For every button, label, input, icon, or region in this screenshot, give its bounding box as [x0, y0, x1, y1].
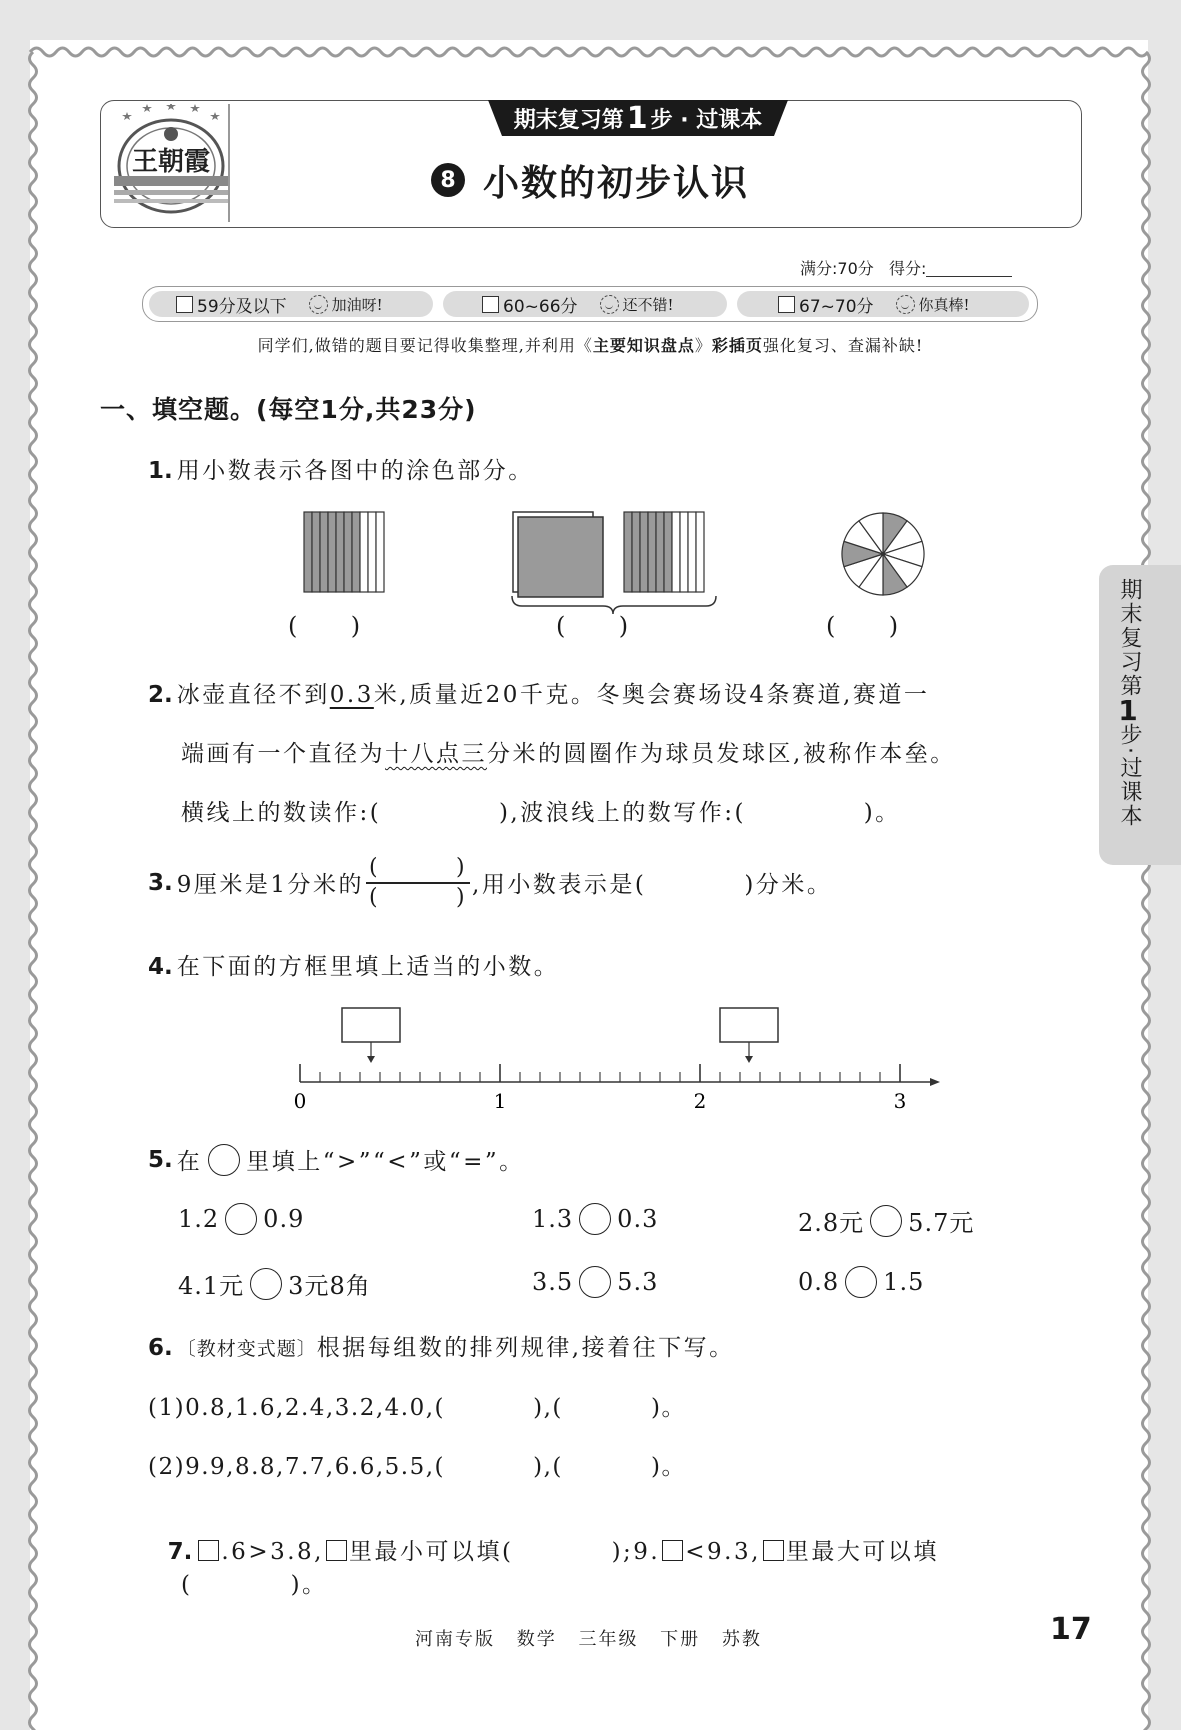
- compare-item-4: 4.1元 3元8角: [178, 1266, 371, 1301]
- score-line: 满分:70分 得分:: [800, 256, 1012, 279]
- rating-item-3: 67~70分 你真棒!: [778, 291, 970, 317]
- compare-item-3: 2.8元 5.7元: [798, 1203, 974, 1238]
- section-title: 一、填空题。(每空1分,共23分): [100, 395, 477, 424]
- square-blank[interactable]: [198, 1540, 219, 1561]
- compare-circle[interactable]: [579, 1203, 611, 1235]
- page-number: 17: [1050, 1612, 1092, 1647]
- circle-symbol: [208, 1144, 240, 1176]
- side-tab-label: 期末复习第1步·过课本: [1117, 578, 1142, 828]
- tick-label-2: 2: [693, 1089, 707, 1113]
- footer-text: 河南专版 数学 三年级 下册 苏教: [415, 1629, 762, 1650]
- page-title: 小数的初步认识: [482, 162, 749, 204]
- checkbox[interactable]: [778, 296, 795, 313]
- svg-text:王朝霞: 王朝霞: [131, 147, 211, 177]
- axis-arrow: [930, 1078, 940, 1086]
- question-4: 4. 在下面的方框里填上适当的小数。: [148, 954, 560, 980]
- figure-striped-square-2: [624, 512, 704, 592]
- question-2-line-1: 2. 冰壶直径不到0.3米,质量近20千克。冬奥会赛场设4条赛道,赛道一: [148, 682, 930, 708]
- compare-item-2: 1.3 0.3: [532, 1205, 659, 1233]
- square-blank[interactable]: [662, 1540, 683, 1561]
- face-icon: [600, 295, 619, 314]
- rating-item-1: 59分及以下 加油呀!: [176, 291, 383, 317]
- question-7-line-1: 7. .6>3.8, 里最小可以填( );9. <9.3, 里最大可以填: [167, 1539, 939, 1565]
- compare-circle[interactable]: [870, 1205, 902, 1237]
- tip-text: 同学们,做错的题目要记得收集整理,并利用《主要知识盘点》彩插页强化复习、查漏补缺!: [257, 336, 924, 355]
- compare-item-6: 0.8 1.5: [798, 1268, 925, 1296]
- compare-circle[interactable]: [579, 1266, 611, 1298]
- tick-label-1: 1: [493, 1089, 507, 1113]
- compare-item-5: 3.5 5.3: [532, 1268, 659, 1296]
- answer-paren-2[interactable]: ( ): [556, 612, 629, 640]
- figure-full-square: [513, 512, 603, 597]
- tick-label-3: 3: [893, 1089, 907, 1113]
- compare-circle[interactable]: [845, 1266, 877, 1298]
- question-2-line-3: 横线上的数读作:( ),波浪线上的数写作:( )。: [181, 800, 901, 826]
- rating-item-2: 60~66分 还不错!: [482, 291, 674, 317]
- question-3: 3. 9厘米是1分米的 $\frac{( )}{( )}$ ,用小数表示是( )分米。: [148, 855, 833, 910]
- score-blank[interactable]: [926, 262, 1012, 277]
- square-symbol: [326, 1540, 347, 1561]
- figure-striped-square-1: [304, 512, 384, 592]
- face-icon: [309, 295, 328, 314]
- square-symbol: [763, 1540, 784, 1561]
- compare-circle[interactable]: [250, 1268, 282, 1300]
- answer-box-1[interactable]: [342, 1008, 400, 1042]
- question-6-sub-2: (2)9.9,8.8,7.7,6.6,5.5,( ),( )。: [148, 1454, 686, 1480]
- tick-label-0: 0: [293, 1089, 307, 1113]
- step-label: 期末复习第 1 步 · 过课本: [513, 100, 763, 136]
- face-icon: [896, 295, 915, 314]
- figure-pie-circle: [842, 513, 924, 595]
- question-6: 6. 〔教材变式题〕根据每组数的排列规律,接着往下写。: [148, 1335, 735, 1361]
- number-line-ticks: [300, 1064, 900, 1082]
- number-line: [290, 1000, 950, 1120]
- question-1: 1. 用小数表示各图中的涂色部分。: [148, 458, 534, 484]
- checkbox[interactable]: [176, 296, 193, 313]
- answer-paren-3[interactable]: ( ): [826, 612, 899, 640]
- fraction-blank[interactable]: $\frac{( )}{( )}$: [366, 854, 470, 912]
- question-tag: 〔教材变式题〕: [176, 1338, 317, 1360]
- compare-item-1: 1.2 0.9: [178, 1205, 305, 1233]
- answer-paren-1[interactable]: ( ): [288, 612, 361, 640]
- question-6-sub-1: (1)0.8,1.6,2.4,3.2,4.0,( ),( )。: [148, 1395, 686, 1421]
- unit-number-badge: 8: [431, 163, 465, 197]
- question-2-line-2: 端画有一个直径为十八点三分米的圆圈作为球员发球区,被称作本垒。: [181, 741, 956, 767]
- question-5: 5. 在 里填上“>”“<”或“=”。: [148, 1143, 525, 1176]
- compare-circle[interactable]: [225, 1203, 257, 1235]
- checkbox[interactable]: [482, 296, 499, 313]
- title-row: [100, 150, 1080, 210]
- question-7-line-2: ( )。: [181, 1572, 328, 1598]
- answer-box-2[interactable]: [720, 1008, 778, 1042]
